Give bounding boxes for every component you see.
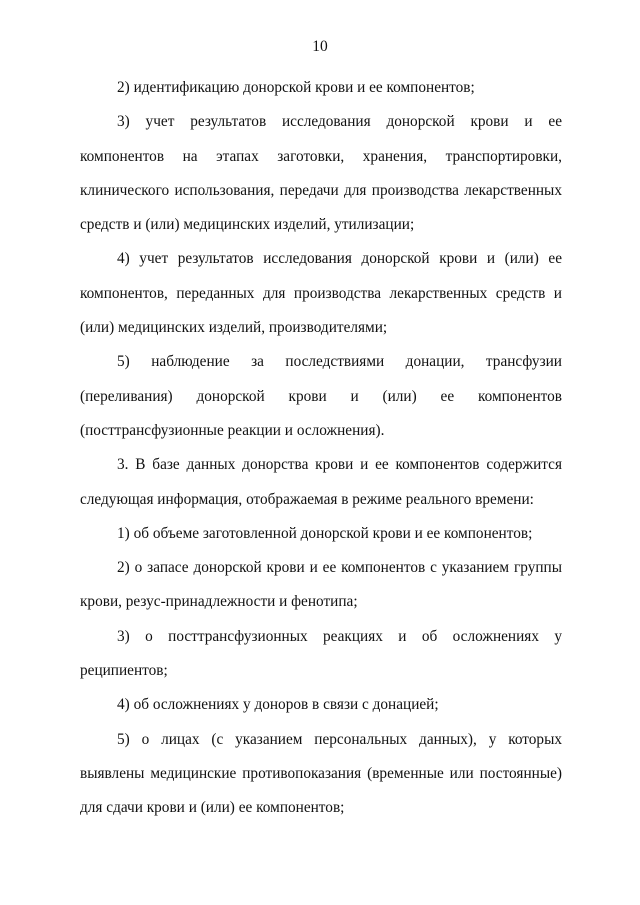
paragraph-info-4-donor-complications: 4) об осложнениях у доноров в связи с донацией;	[117, 696, 439, 714]
paragraph-item-4-transferred-accounting: 4) учет результатов исследования донорской крови и (или) ее компонентов, переданных для производства лекарственных средств и (или) медицинских изделий, производителями;	[80, 250, 562, 337]
paragraph-section-3-database: 3. В базе данных донорства крови и ее компонентов содержится следующая информация, отображаемая в режиме реального времени:	[80, 456, 562, 508]
document-body	[80, 71, 562, 826]
page-number: 10	[312, 38, 328, 55]
paragraph-item-2-identification: 2) идентификацию донорской крови и ее компонентов;	[117, 79, 475, 96]
paragraph-info-5-contraindications: 5) о лицах (с указанием персональных данных), у которых выявлены медицинские противопоказания (временные или постоянные) для сдачи крови и (или) ее компонентов;	[80, 730, 562, 817]
paragraph-info-3-recipient-reactions: 3) о посттрансфузионных реакциях и об осложнениях у реципиентов;	[80, 627, 562, 680]
paragraph-info-2-stock: 2) о запасе донорской крови и ее компонентов с указанием группы крови, резус-принадлежности и фенотипа;	[80, 559, 562, 611]
paragraph-item-3-research-accounting: 3) учет результатов исследования донорской крови и ее компонентов на этапах заготовки, хранения, транспортировки, клинического использования, передачи для производства лекарственных средств и (или) медицинских изделий, утилизации;	[80, 113, 562, 234]
paragraph-item-5-observation: 5) наблюдение за последствиями донации, трансфузии (переливания) донорской крови и (или) ее компонентов (посттрансфузионные реакции и осложнения).	[80, 353, 562, 439]
paragraph-info-1-volume: 1) об объеме заготовленной донорской крови и ее компонентов;	[117, 524, 533, 542]
